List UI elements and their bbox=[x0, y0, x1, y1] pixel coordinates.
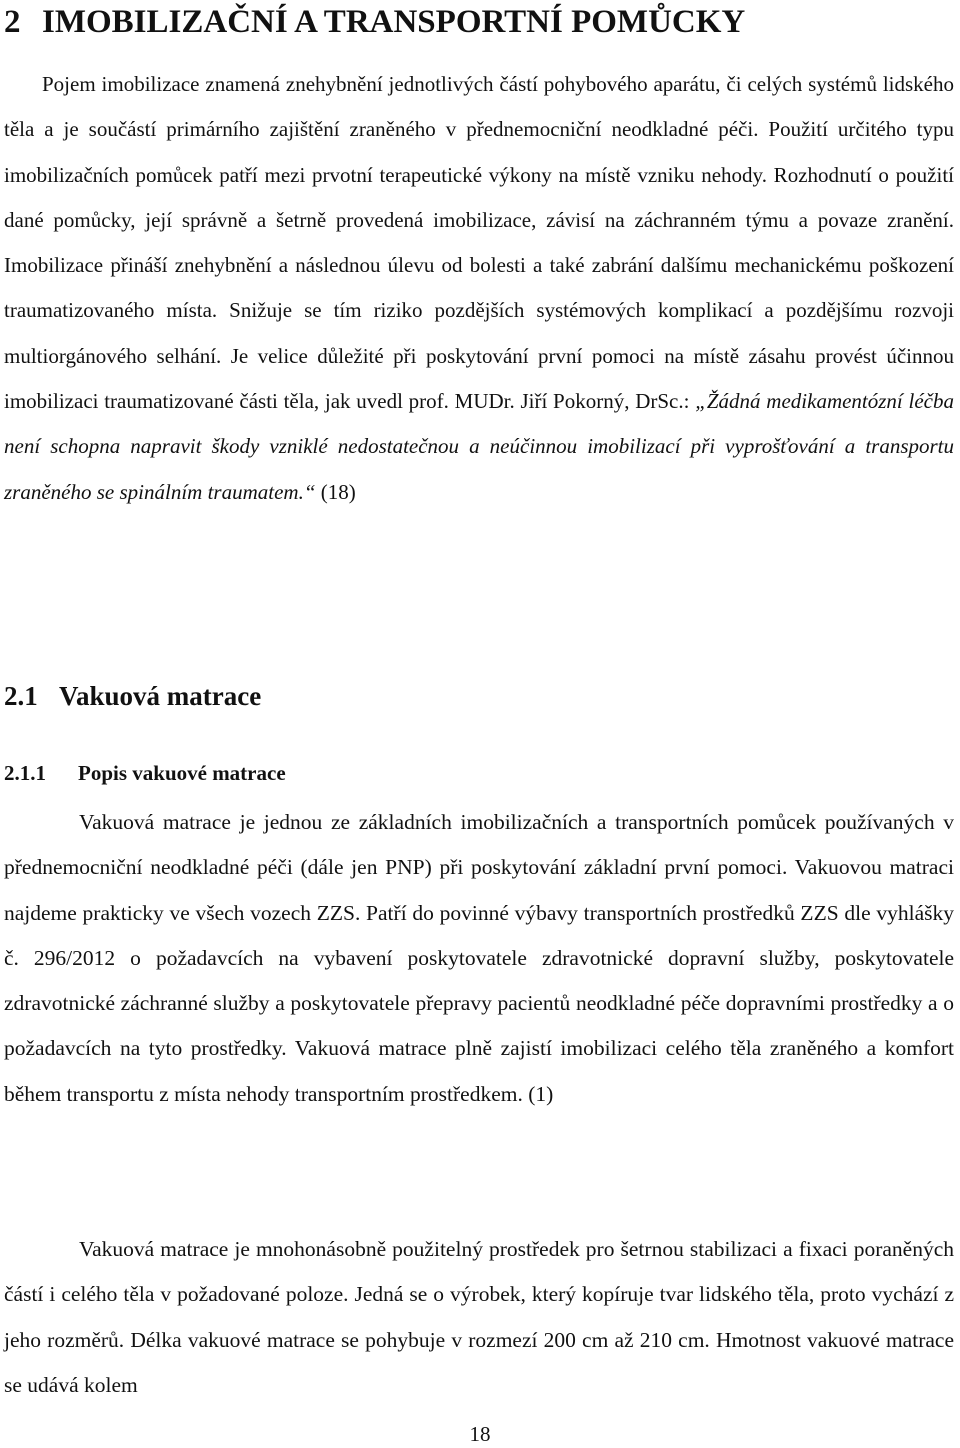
subsection-heading bbox=[4, 757, 286, 789]
section-heading bbox=[4, 676, 261, 716]
chapter-heading bbox=[4, 2, 954, 42]
section-title: Vakuová matrace bbox=[59, 681, 262, 711]
chapter-number: 2 bbox=[4, 4, 21, 40]
subsection-number: 2.1.1 bbox=[4, 761, 46, 785]
section-number: 2.1 bbox=[4, 681, 38, 711]
page-number: 18 bbox=[469, 1422, 491, 1446]
subsection-title: Popis vakuové matrace bbox=[78, 761, 286, 785]
intro-text: Pojem imobilizace znamená znehybnění jednotlivých částí pohybového aparátu, či celých systémů lidského těla a je součástí primárního zajištění zraněného v přednemocniční neodkladné péči. Použití určitého typu imobilizačních pomůcek patří mezi prvotní terapeutické výkony na místě vzniku nehody. Rozhodnutí o použití dané pomůcky, její správně a šetrně provedená imobilizace, závisí na záchranném týmu a povaze zranění. Imobilizace přináší znehybnění a následnou úlevu od bolesti a také zabrání dalšímu mechanickému poškození traumatizovaného místa. Snižuje se tím riziko pozdějších systémových komplikací a pozdějšímu rozvoji multiorgánového selhání. Je velice důležité při poskytování první pomoci na místě zásahu provést účinnou imobilizaci traumatizované části těla, jak uvedl prof. MUDr. Jiří Pokorný, DrSc.: bbox=[4, 72, 954, 414]
quote-citation: (18) bbox=[315, 479, 356, 504]
chapter-title: IMOBILIZAČNÍ A TRANSPORTNÍ POMŮCKY bbox=[42, 4, 746, 40]
intro-paragraph bbox=[4, 62, 954, 515]
pokorny-quote: „Žádná medikamentózní léčba není schopna napravit škody vzniklé nedostatečnou a neúčinnou imobilizací při vyprošťování a transportu zraněného se spinálním traumatem.“ bbox=[4, 389, 954, 504]
body-paragraph-2: Vakuová matrace je mnohonásobně použitelný prostředek pro šetrnou stabilizaci a fixaci poraněných částí i celého těla v požadované poloze. Jedná se o výrobek, který kopíruje tvar lidského těla, proto vychází z jeho rozměrů. Délka vakuové matrace se pohybuje v rozmezí 200 cm až 210 cm. Hmotnost vakuové matrace se udává kolem bbox=[4, 1237, 954, 1397]
body-paragraph-1: Vakuová matrace je jednou ze základních imobilizačních a transportních pomůcek používaných v přednemocniční neodkladné péči (dále jen PNP) při poskytování základní první pomoci. Vakuovou matraci najdeme prakticky ve všech vozech ZZS. Patří do povinné výbavy transportních prostředků ZZS dle vyhlášky č. 296/2012 o požadavcích na vybavení poskytovatele zdravotnické dopravní služby, poskytovatele zdravotnické záchranné služby a poskytovatele přepravy pacientů neodkladné péče dopravními prostředky a o požadavcích na tyto prostředky. Vakuová matrace plně zajistí imobilizaci celého těla zraněného a komfort během transportu z místa nehody transportním prostředkem. (1) bbox=[4, 810, 954, 1106]
